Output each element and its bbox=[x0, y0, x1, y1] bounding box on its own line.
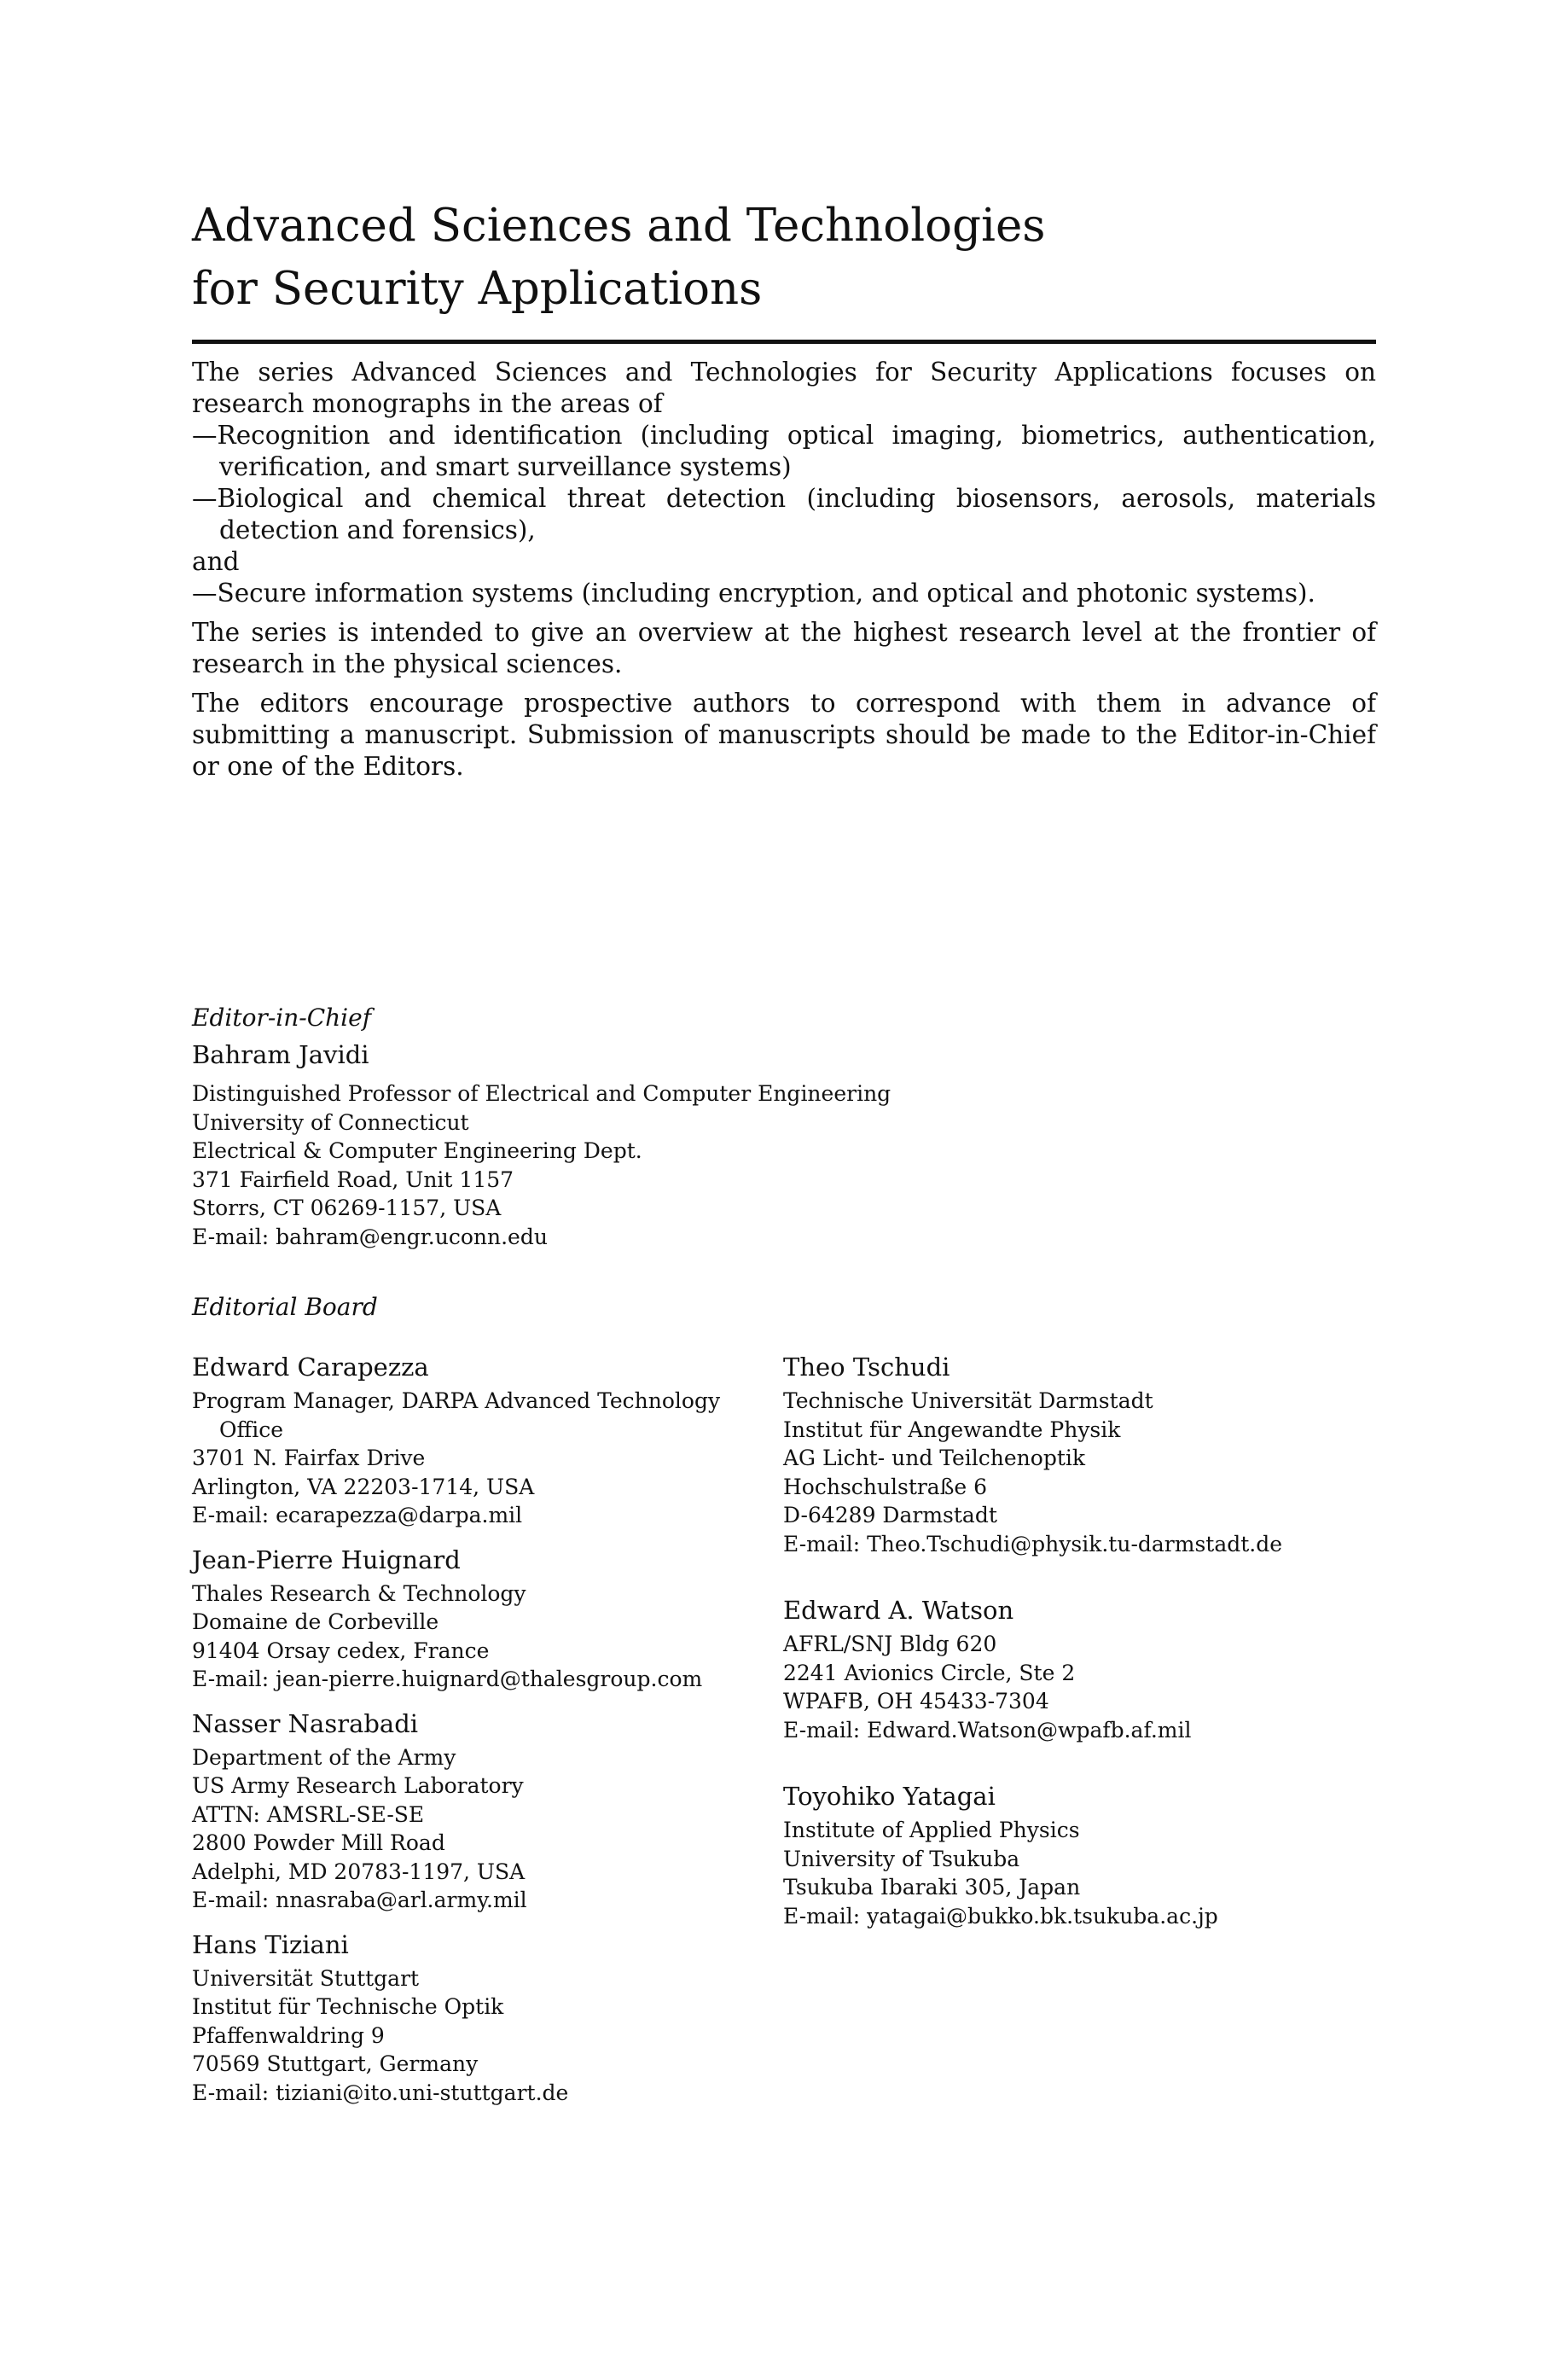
series-title-line-1: Advanced Sciences and Technologies bbox=[192, 200, 1046, 252]
series-description bbox=[192, 357, 1376, 783]
email-line: E-mail: yatagai@bukko.bk.tsukuba.ac.jp bbox=[783, 1903, 1218, 1929]
editor-name: Toyohiko Yatagai bbox=[783, 1782, 996, 1811]
address-line: US Army Research Laboratory bbox=[192, 1773, 524, 1798]
editor-entry bbox=[783, 1351, 1363, 1558]
address-line: Department of the Army bbox=[192, 1744, 456, 1770]
editor-name: Edward Carapezza bbox=[192, 1353, 429, 1382]
address-line: 371 Fairfield Road, Unit 1157 bbox=[192, 1167, 514, 1192]
intro-paragraph: The series is intended to give an overview at the highest research level at the frontier of research in the physical sciences. bbox=[192, 618, 1376, 678]
address-line: Domaine de Corbeville bbox=[192, 1609, 439, 1634]
editor-entry bbox=[192, 1708, 772, 1915]
editor-name: Nasser Nasrabadi bbox=[192, 1708, 419, 1738]
address-line: 91404 Orsay cedex, France bbox=[192, 1638, 490, 1663]
editor-in-chief-block bbox=[192, 1003, 960, 1251]
email-line: E-mail: jean-pierre.huignard@thalesgroup.com bbox=[192, 1667, 703, 1691]
address-line: 3701 N. Fairfax Drive bbox=[192, 1446, 426, 1470]
address-line: Hochschulstraße 6 bbox=[783, 1474, 988, 1499]
intro-paragraph: The editors encourage prospective authors to correspond with them in advance of submitting a manuscript. Submission of manuscripts should be made to the Editor-in-Chief or one of the Editors. bbox=[192, 689, 1376, 781]
address-line: ATTN: AMSRL-SE-SE bbox=[192, 1801, 425, 1827]
editorial-board-right-column bbox=[783, 1351, 1363, 1966]
editor-in-chief-label: Editor-in-Chief bbox=[192, 1004, 372, 1032]
intro-conjunction: and bbox=[192, 547, 240, 576]
editor-in-chief-name: Bahram Javidi bbox=[192, 1040, 369, 1069]
address-line: Tsukuba Ibaraki 305, Japan bbox=[783, 1875, 1081, 1900]
editor-entry bbox=[192, 1929, 772, 2108]
intro-list-item: —Biological and chemical threat detection (including biosensors, aerosols, materials detection and forensics), bbox=[192, 484, 1376, 544]
address-line: Electrical & Computer Engineering Dept. bbox=[192, 1138, 642, 1163]
address-line: 2800 Powder Mill Road bbox=[192, 1830, 445, 1855]
title-rule bbox=[192, 340, 1376, 344]
editor-name: Hans Tiziani bbox=[192, 1929, 349, 1959]
address-line: Universität Stuttgart bbox=[192, 1965, 420, 1991]
intro-paragraph: The series Advanced Sciences and Technologies for Security Applications focuses on research monographs in the areas of bbox=[192, 358, 1376, 418]
address-line: Institut für Angewandte Physik bbox=[783, 1417, 1121, 1442]
email-line: E-mail: Theo.Tschudi@physik.tu-darmstadt.de bbox=[783, 1531, 1283, 1556]
address-line: AG Licht- und Teilchenoptik bbox=[783, 1446, 1086, 1470]
address-line: Distinguished Professor of Electrical and Computer Engineering bbox=[192, 1081, 891, 1106]
address-line: 70569 Stuttgart, Germany bbox=[192, 2051, 479, 2076]
email-line: E-mail: nnasraba@arl.army.mil bbox=[192, 1888, 527, 1912]
editor-entry bbox=[192, 1351, 772, 1530]
editor-entry bbox=[783, 1780, 1363, 1930]
editor-name: Theo Tschudi bbox=[783, 1353, 950, 1382]
address-line: Institut für Technische Optik bbox=[192, 1994, 504, 2019]
address-line: AFRL/SNJ Bldg 620 bbox=[783, 1632, 997, 1656]
series-title bbox=[192, 195, 1386, 321]
address-line: D-64289 Darmstadt bbox=[783, 1503, 997, 1527]
address-line: University of Tsukuba bbox=[783, 1846, 1020, 1871]
intro-list-item: —Secure information systems (including encryption, and optical and photonic systems). bbox=[192, 579, 1315, 608]
address-line: Institute of Applied Physics bbox=[783, 1818, 1080, 1842]
editor-entry bbox=[783, 1594, 1363, 1744]
email-line: E-mail: tiziani@ito.uni-stuttgart.de bbox=[192, 2080, 569, 2105]
editor-entry bbox=[192, 1544, 772, 1694]
email-line: E-mail: bahram@engr.uconn.edu bbox=[192, 1224, 548, 1249]
editor-name: Edward A. Watson bbox=[783, 1596, 1014, 1625]
series-title-line-2: for Security Applications bbox=[192, 263, 763, 315]
address-line: Program Manager, DARPA Advanced Technology bbox=[192, 1388, 721, 1413]
email-line: E-mail: ecarapezza@darpa.mil bbox=[192, 1503, 523, 1527]
address-line: Adelphi, MD 20783-1197, USA bbox=[192, 1859, 526, 1884]
address-line: University of Connecticut bbox=[192, 1109, 469, 1135]
address-line: Storrs, CT 06269-1157, USA bbox=[192, 1196, 502, 1220]
editorial-board-label: Editorial Board bbox=[192, 1293, 378, 1321]
intro-list-item: —Recognition and identification (including optical imaging, biometrics, authentication, verification, and smart surveillance systems) bbox=[192, 421, 1376, 481]
address-line: WPAFB, OH 45433-7304 bbox=[783, 1689, 1049, 1713]
address-line: Arlington, VA 22203-1714, USA bbox=[192, 1474, 535, 1499]
address-line: Thales Research & Technology bbox=[192, 1580, 526, 1606]
address-line: Pfaffenwaldring 9 bbox=[192, 2022, 385, 2048]
email-line: E-mail: Edward.Watson@wpafb.af.mil bbox=[783, 1717, 1192, 1743]
address-line: Office bbox=[219, 1417, 284, 1442]
address-line: Technische Universität Darmstadt bbox=[783, 1388, 1153, 1413]
editor-name: Jean-Pierre Huignard bbox=[192, 1545, 461, 1574]
address-line: 2241 Avionics Circle, Ste 2 bbox=[783, 1660, 1076, 1685]
editorial-board-left-column bbox=[192, 1351, 772, 2121]
